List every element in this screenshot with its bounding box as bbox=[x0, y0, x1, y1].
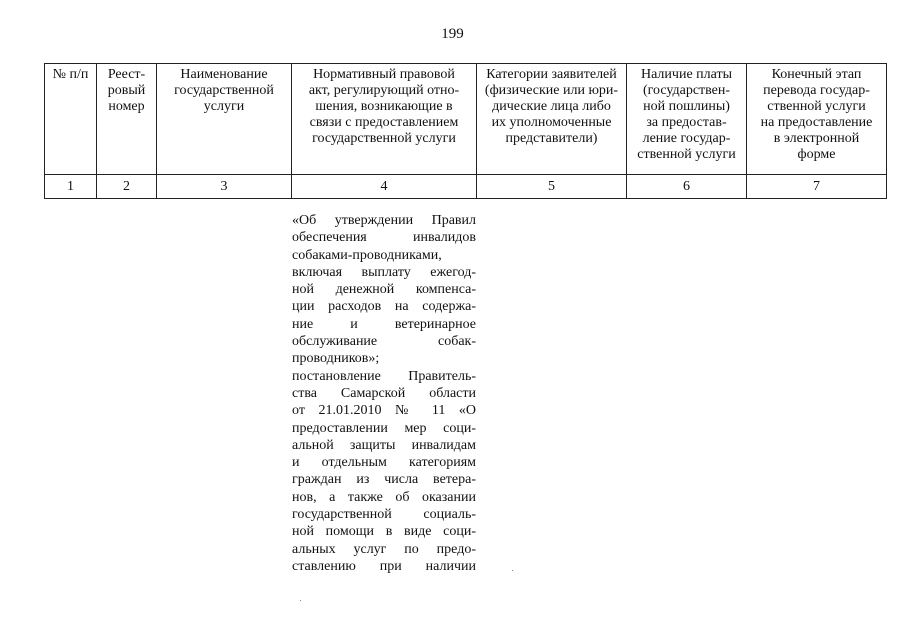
header-line: форме bbox=[797, 147, 836, 162]
header-line: Категории заявителей bbox=[486, 67, 617, 82]
header-row bbox=[45, 64, 887, 175]
text-line: включая выплату ежегод- bbox=[292, 264, 476, 280]
text-line: нов, а также об оказании bbox=[292, 489, 476, 505]
header-cell-legal-act bbox=[292, 64, 477, 175]
header-line: государственной bbox=[174, 83, 274, 98]
header-line: ственной услуги bbox=[767, 99, 866, 114]
header-line: связи с предоставлением bbox=[309, 115, 459, 130]
column-number: 1 bbox=[45, 175, 97, 199]
text-line: ной денежной компенса- bbox=[292, 282, 476, 298]
header-cell-registry-number bbox=[97, 64, 157, 175]
header-line: ровый bbox=[107, 83, 146, 98]
page-number: 199 bbox=[441, 26, 464, 42]
header-line: дические лица либо bbox=[492, 99, 611, 114]
text-line: и отдельным категориям bbox=[292, 455, 476, 471]
header-line: номер bbox=[108, 99, 145, 114]
header-cell-fee bbox=[627, 64, 747, 175]
header-line: за предостав- bbox=[646, 115, 727, 130]
header-line: на предоставление bbox=[760, 115, 873, 130]
header-line: № п/п bbox=[52, 67, 89, 82]
text-line: альной защиты инвалидам bbox=[292, 437, 476, 453]
text-line: ставлению при наличии bbox=[292, 558, 476, 574]
text-line: собаками-проводниками, bbox=[292, 247, 442, 263]
header-line: Нормативный правовой bbox=[313, 67, 455, 82]
text-line: государственной социаль- bbox=[292, 507, 476, 523]
header-line: Реест- bbox=[107, 67, 146, 82]
header-line: Наименование bbox=[180, 67, 268, 82]
text-line: ции расходов на содержа- bbox=[292, 299, 476, 315]
header-line: Наличие платы bbox=[640, 67, 733, 82]
text-line: ние и ветеринарное bbox=[292, 316, 476, 332]
text-line: ной помощи в виде соци- bbox=[292, 524, 476, 540]
text-line: граждан из числа ветера- bbox=[292, 472, 476, 488]
header-line: (государствен- bbox=[642, 83, 731, 98]
header-cell-service-name bbox=[157, 64, 292, 175]
header-line: ление государ- bbox=[642, 131, 731, 146]
column-number-row bbox=[45, 175, 887, 199]
header-line: в электронной bbox=[773, 131, 860, 146]
text-line: от 21.01.2010 № 11 «О bbox=[292, 403, 476, 419]
header-line: (физические или юри- bbox=[484, 83, 619, 98]
header-line: государственной услуги bbox=[312, 131, 456, 146]
header-line: Конечный этап bbox=[771, 67, 862, 82]
header-cell-applicant-categories bbox=[477, 64, 627, 175]
column-number: 4 bbox=[292, 175, 477, 199]
column-number: 7 bbox=[747, 175, 887, 199]
header-line: ственной услуги bbox=[637, 147, 736, 162]
text-line: предоставлении мер соци- bbox=[292, 420, 476, 436]
text-line: проводников»; bbox=[292, 351, 380, 367]
legal-act-continuation-text bbox=[292, 212, 476, 575]
column-number: 5 bbox=[477, 175, 627, 199]
header-line: услуги bbox=[203, 99, 245, 114]
text-line: «Об утверждении Правил bbox=[292, 213, 476, 228]
scan-speck bbox=[300, 600, 301, 601]
header-cell-number bbox=[45, 64, 97, 175]
header-line: их уполномоченные bbox=[491, 115, 612, 130]
text-line: альных услуг по предо- bbox=[292, 541, 476, 557]
header-line: перевода государ- bbox=[763, 83, 870, 98]
services-table bbox=[44, 63, 887, 199]
header-line: представители) bbox=[505, 131, 598, 146]
text-line: постановление Правитель- bbox=[292, 368, 476, 384]
header-line: ной пошлины) bbox=[643, 99, 730, 114]
header-line: шения, возникающие в bbox=[315, 99, 453, 114]
scan-speck bbox=[512, 570, 513, 571]
text-line: обслуживание собак- bbox=[292, 334, 476, 350]
header-cell-final-stage bbox=[747, 64, 887, 175]
text-line: обеспечения инвалидов bbox=[292, 230, 476, 246]
header-line: акт, регулирующий отно- bbox=[308, 83, 460, 98]
column-number: 6 bbox=[627, 175, 747, 199]
text-line: ства Самарской области bbox=[292, 385, 476, 401]
column-number: 2 bbox=[97, 175, 157, 199]
column-number: 3 bbox=[157, 175, 292, 199]
